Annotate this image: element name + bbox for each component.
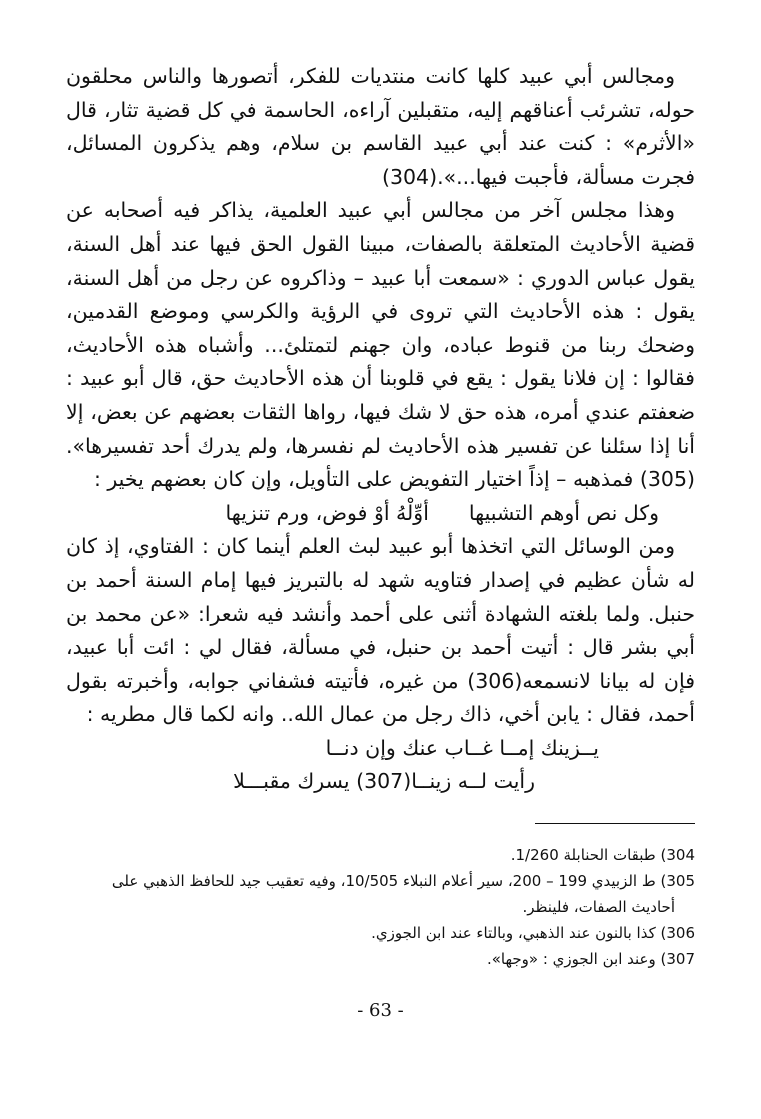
footnote-304: 304) طبقات الحنابلة 1/260. bbox=[510, 846, 695, 865]
verse-2-line-2: رأيت لــه زينــا(307) يسرك مقبـــلا bbox=[233, 769, 535, 794]
page-number: - 63 - bbox=[357, 1000, 404, 1021]
paragraph-2: وهذا مجلس آخر من مجالس أبي عبيد العلمية، يذاكر فيه أصحابه عن قضية الأحاديث المتعلقة بالصفات، مبينا القول الحق فيها عند أهل السنة، يقول عباس الدوري : «سمعت أبا عبيد – وذاكروه عن رجل من أهل السنة، يقول : هذه الأحاديث التي تروى في الرؤية والكرسي وموضع القدمين، وضحك ربنا من قنوط عباده، وان جهنم لتمتلئ... وأشباه هذه الأحاديث، فقالوا : إن فلانا يقول : يقع في قلوبنا أن هذه الأحاديث حق، قال أبو عبيد : ضعفتم عندي أمره، هذه حق لا شك فيها، رواها الثقات بعضهم عن بعض، إلا أنا إذا سئلنا عن تفسير هذه الأحاديث لم نفسرها، ولم يدرك أحد تفسيرها». (305) فمذهبه – إذاً اختيار التفويض على التأويل، وإن كان بعضهم يخير : bbox=[66, 198, 695, 492]
verse-2 bbox=[66, 732, 695, 799]
verse-1-first-hemistich: وكل نص أوهم التشبيها bbox=[468, 500, 659, 525]
footnote-305: 305) ط الزبيدي 199 – 200، سير أعلام النبلاء 10/505، وفيه تعقيب جيد للحافظ الذهبي على bbox=[111, 872, 695, 891]
paragraph-1: ومجالس أبي عبيد كلها كانت منتديات للفكر، أتصورها والناس محلقون حوله، تشرئب أعناقهم إليه، متقبلين آراءه، الحاسمة في كل قضية تثار، قال «الأثرم» : كنت عند أبي عبيد القاسم بن سلام، وهم يذكرون المسائل، فجرت مسألة، فأجبت فيها...».(304) bbox=[66, 64, 695, 189]
footnote-305-continued: أحاديث الصفات، فلينظر. bbox=[522, 898, 675, 917]
footnotes bbox=[66, 842, 695, 972]
verse-1 bbox=[66, 497, 695, 531]
footnote-306: 306) كذا بالنون عند الذهبي، وبالتاء عند ابن الجوزي. bbox=[371, 924, 695, 943]
footnote-separator bbox=[535, 823, 695, 824]
paragraph-3: ومن الوسائل التي اتخذها أبو عبيد لبث العلم أينما كان : الفتاوي، إذ كان له شأن عظيم في إصدار فتاويه شهد له بالتبريز فيها إمام السنة أحمد بن حنبل. ولما بلغته الشهادة أثنى على أحمد وأنشد فيه شعرا: «عن محمد بن أبي بشر قال : أتيت أحمد بن حنبل، في مسألة، فقال لي : ائت أبا عبيد، فإن له بيانا لانسمعه(306) من غيره، فأتيته فشفاني جوابه، وأخبرته بقول أحمد، فقال : يابن أخي، ذاك رجل من عمال الله.. وانه لكما قال مطريه : bbox=[66, 534, 695, 727]
footnote-307: 307) وعند ابن الجوزي : «وجها». bbox=[486, 950, 695, 969]
main-text bbox=[66, 60, 695, 799]
verse-2-line-1: يــزينك إمــا غــاب عنك وإن دنــا bbox=[325, 735, 599, 760]
verse-1-second-hemistich: أوِّلْهُ أوْ فوض، ورم تنزيها bbox=[225, 500, 429, 525]
